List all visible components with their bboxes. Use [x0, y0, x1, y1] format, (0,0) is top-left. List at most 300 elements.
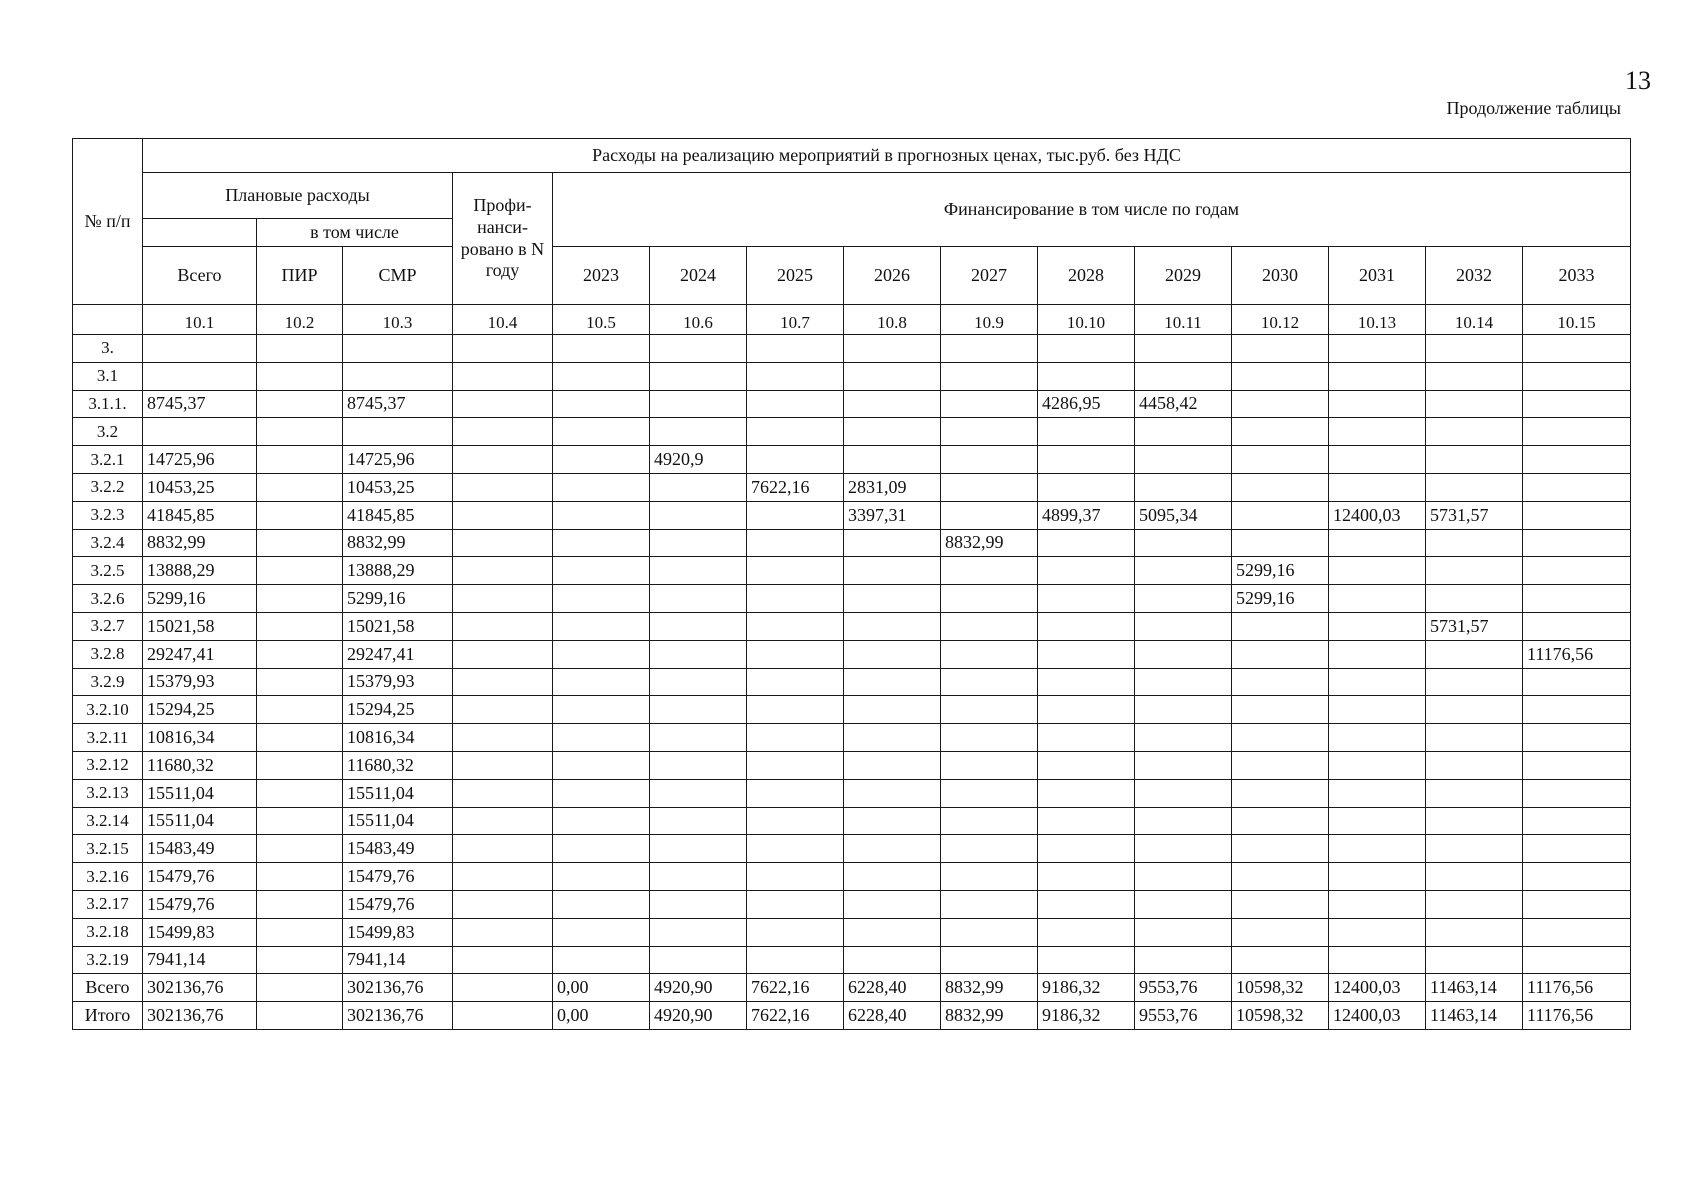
table-cell: 302136,76 [143, 1002, 257, 1030]
table-cell [453, 890, 553, 918]
table-cell [1038, 863, 1135, 891]
row-number-cell: 3.2.6 [73, 585, 143, 613]
table-cell [844, 335, 941, 363]
table-cell [553, 835, 650, 863]
table-cell: 4899,37 [1038, 501, 1135, 529]
table-cell [844, 918, 941, 946]
table-cell: 5731,57 [1426, 501, 1523, 529]
table-cell [747, 890, 844, 918]
table-cell [1038, 473, 1135, 501]
table-cell [1426, 446, 1523, 474]
table-cell [747, 335, 844, 363]
table-cell [747, 446, 844, 474]
table-cell [1329, 724, 1426, 752]
table-cell: 11680,32 [143, 751, 257, 779]
table-cell [1135, 612, 1232, 640]
table-cell [1135, 807, 1232, 835]
table-cell: 4920,90 [650, 1002, 747, 1030]
table-cell [844, 807, 941, 835]
table-cell [553, 529, 650, 557]
row-number-cell: 3.2.18 [73, 918, 143, 946]
header-year: 2025 [747, 247, 844, 305]
table-cell [1426, 529, 1523, 557]
table-cell [941, 918, 1038, 946]
table-cell [844, 724, 941, 752]
header-year: 2032 [1426, 247, 1523, 305]
table-cell [553, 863, 650, 891]
table-cell [1523, 751, 1631, 779]
table-cell [941, 890, 1038, 918]
table-cell: 8832,99 [941, 529, 1038, 557]
table-cell [1232, 362, 1329, 390]
table-cell: 11680,32 [343, 751, 453, 779]
table-cell [844, 418, 941, 446]
header-including: в том числе [257, 219, 453, 247]
table-cell: 5299,16 [1232, 585, 1329, 613]
table-cell [1523, 946, 1631, 974]
table-cell [747, 390, 844, 418]
table-cell [553, 946, 650, 974]
table-cell [453, 585, 553, 613]
table-cell: 5299,16 [1232, 557, 1329, 585]
table-cell [1038, 751, 1135, 779]
table-cell [1038, 724, 1135, 752]
table-cell: 13888,29 [143, 557, 257, 585]
table-cell [1135, 835, 1232, 863]
table-cell [143, 418, 257, 446]
table-cell [650, 863, 747, 891]
table-cell: 11176,56 [1523, 974, 1631, 1002]
table-cell [1523, 390, 1631, 418]
table-cell [747, 557, 844, 585]
table-cell [1135, 473, 1232, 501]
table-cell [257, 1002, 343, 1030]
table-cell: 12400,03 [1329, 974, 1426, 1002]
table-cell [747, 918, 844, 946]
table-cell [1523, 501, 1631, 529]
column-index-cell: 10.3 [343, 305, 453, 335]
column-index-cell: 10.13 [1329, 305, 1426, 335]
row-number-cell: 3.2.14 [73, 807, 143, 835]
table-cell [553, 724, 650, 752]
column-index-cell [73, 305, 143, 335]
table-cell [747, 585, 844, 613]
row-number-cell: 3.2.11 [73, 724, 143, 752]
table-cell [1329, 835, 1426, 863]
expense-table [72, 138, 1631, 1030]
table-cell [941, 779, 1038, 807]
table-cell [844, 390, 941, 418]
table-cell [553, 585, 650, 613]
table-cell [453, 1002, 553, 1030]
table-cell [453, 835, 553, 863]
table-cell [257, 418, 343, 446]
table-cell [257, 362, 343, 390]
table-cell [650, 835, 747, 863]
table-cell [553, 696, 650, 724]
table-cell [1523, 473, 1631, 501]
table-cell: 302136,76 [143, 974, 257, 1002]
column-index-cell: 10.4 [453, 305, 553, 335]
table-cell [453, 918, 553, 946]
table-cell [453, 418, 553, 446]
table-row [73, 779, 1631, 807]
table-cell: 12400,03 [1329, 501, 1426, 529]
table-row [73, 501, 1631, 529]
table-cell [257, 724, 343, 752]
table-cell [1426, 751, 1523, 779]
table-cell [453, 640, 553, 668]
table-cell [650, 946, 747, 974]
table-cell: 0,00 [553, 1002, 650, 1030]
table-cell [1523, 724, 1631, 752]
table-cell [1232, 835, 1329, 863]
table-cell [1523, 696, 1631, 724]
table-row [73, 612, 1631, 640]
table-cell [1038, 918, 1135, 946]
table-cell [1135, 890, 1232, 918]
table-cell [650, 585, 747, 613]
table-cell: 8745,37 [343, 390, 453, 418]
table-cell: 7622,16 [747, 974, 844, 1002]
table-cell: 6228,40 [844, 1002, 941, 1030]
table-cell [1426, 418, 1523, 446]
row-number-cell: Всего [73, 974, 143, 1002]
table-cell [941, 585, 1038, 613]
table-cell: 15294,25 [143, 696, 257, 724]
table-cell [1426, 807, 1523, 835]
table-cell [1232, 335, 1329, 363]
table-cell [1329, 446, 1426, 474]
table-cell [1135, 529, 1232, 557]
table-row [73, 473, 1631, 501]
table-cell [1038, 585, 1135, 613]
table-cell [257, 946, 343, 974]
table-cell [650, 612, 747, 640]
table-cell [1232, 918, 1329, 946]
table-cell [257, 835, 343, 863]
table-cell [1232, 529, 1329, 557]
table-cell [553, 362, 650, 390]
table-row [73, 529, 1631, 557]
table-cell [650, 335, 747, 363]
table-cell [650, 529, 747, 557]
header-prefinanced: Профи- нанси- ровано в N году [453, 173, 553, 305]
table-cell [553, 918, 650, 946]
column-index-cell: 10.1 [143, 305, 257, 335]
row-number-cell: 3.2.5 [73, 557, 143, 585]
table-cell [1426, 473, 1523, 501]
table-cell [453, 724, 553, 752]
column-index-cell: 10.10 [1038, 305, 1135, 335]
table-cell [343, 335, 453, 363]
page-number: 13 [1625, 66, 1651, 95]
table-cell: 15511,04 [143, 807, 257, 835]
table-cell [1135, 585, 1232, 613]
table-cell: 15511,04 [143, 779, 257, 807]
table-cell [1329, 418, 1426, 446]
table-cell [1523, 890, 1631, 918]
header-total: Всего [143, 247, 257, 305]
table-cell [1523, 585, 1631, 613]
row-number-cell: 3.1.1. [73, 390, 143, 418]
table-cell [453, 362, 553, 390]
table-cell [257, 668, 343, 696]
table-cell [1329, 807, 1426, 835]
table-cell [747, 863, 844, 891]
table-row [73, 890, 1631, 918]
table-cell [257, 390, 343, 418]
table-cell [1329, 335, 1426, 363]
table-cell [747, 779, 844, 807]
table-row [73, 807, 1631, 835]
table-cell [941, 946, 1038, 974]
table-cell [1038, 557, 1135, 585]
table-cell: 10453,25 [343, 473, 453, 501]
table-cell [453, 557, 553, 585]
table-cell: 14725,96 [143, 446, 257, 474]
table-cell: 15021,58 [343, 612, 453, 640]
table-cell [453, 946, 553, 974]
table-cell [1232, 418, 1329, 446]
table-cell [257, 696, 343, 724]
table-cell [650, 724, 747, 752]
row-number-cell: Итого [73, 1002, 143, 1030]
table-row [73, 640, 1631, 668]
table-cell: 15511,04 [343, 779, 453, 807]
table-cell [1426, 585, 1523, 613]
table-cell [941, 751, 1038, 779]
header-year: 2027 [941, 247, 1038, 305]
table-cell: 7941,14 [143, 946, 257, 974]
table-cell [553, 779, 650, 807]
table-cell [1038, 696, 1135, 724]
table-cell [650, 473, 747, 501]
table-cell [747, 807, 844, 835]
table-cell [1038, 612, 1135, 640]
table-cell [1329, 557, 1426, 585]
table-cell: 12400,03 [1329, 1002, 1426, 1030]
table-cell [553, 335, 650, 363]
table-cell [1232, 863, 1329, 891]
table-cell [453, 779, 553, 807]
table-cell: 5731,57 [1426, 612, 1523, 640]
table-cell [1329, 779, 1426, 807]
column-index-cell: 10.11 [1135, 305, 1232, 335]
table-cell [1329, 473, 1426, 501]
table-cell: 15479,76 [343, 863, 453, 891]
table-cell [1135, 418, 1232, 446]
table-cell: 8832,99 [941, 974, 1038, 1002]
table-cell [1523, 335, 1631, 363]
table-cell [257, 640, 343, 668]
table-cell [650, 751, 747, 779]
table-cell [1232, 612, 1329, 640]
table-cell [1038, 835, 1135, 863]
table-cell [844, 585, 941, 613]
table-cell [1329, 946, 1426, 974]
table-cell [1426, 835, 1523, 863]
table-cell [257, 529, 343, 557]
row-number-cell: 3.2.3 [73, 501, 143, 529]
header-blank [143, 219, 257, 247]
table-row [73, 696, 1631, 724]
table-cell: 6228,40 [844, 974, 941, 1002]
header-num: № п/п [73, 139, 143, 305]
table-cell [257, 779, 343, 807]
table-cell [1232, 501, 1329, 529]
table-cell [1038, 807, 1135, 835]
table-cell [1135, 863, 1232, 891]
table-cell [257, 890, 343, 918]
table-cell: 5299,16 [143, 585, 257, 613]
table-cell [1329, 890, 1426, 918]
table-cell: 15483,49 [343, 835, 453, 863]
column-index-cell: 10.14 [1426, 305, 1523, 335]
table-cell [650, 362, 747, 390]
table-cell [453, 390, 553, 418]
table-cell [1038, 946, 1135, 974]
table-cell [1135, 362, 1232, 390]
table-cell [1329, 390, 1426, 418]
table-cell [257, 807, 343, 835]
table-cell [1135, 918, 1232, 946]
table-cell [1426, 779, 1523, 807]
table-cell [257, 473, 343, 501]
table-cell [343, 418, 453, 446]
table-cell [941, 724, 1038, 752]
table-cell [553, 473, 650, 501]
table-cell [941, 473, 1038, 501]
table-cell [844, 835, 941, 863]
table-cell [453, 863, 553, 891]
table-cell [1232, 779, 1329, 807]
table-cell [1329, 863, 1426, 891]
table-cell: 10453,25 [143, 473, 257, 501]
table-cell [941, 612, 1038, 640]
table-cell [1426, 557, 1523, 585]
header-title: Расходы на реализацию мероприятий в прогнозных ценах, тыс.руб. без НДС [143, 139, 1631, 173]
table-cell [747, 529, 844, 557]
header-year: 2030 [1232, 247, 1329, 305]
table-cell: 15479,76 [143, 890, 257, 918]
table-cell: 9186,32 [1038, 974, 1135, 1002]
column-index-cell: 10.2 [257, 305, 343, 335]
table-cell: 8832,99 [143, 529, 257, 557]
table-cell: 9553,76 [1135, 974, 1232, 1002]
table-cell [1523, 529, 1631, 557]
table-cell [941, 335, 1038, 363]
table-cell [453, 446, 553, 474]
table-cell [650, 807, 747, 835]
table-cell [941, 501, 1038, 529]
table-cell [1426, 863, 1523, 891]
table-cell [844, 751, 941, 779]
table-cell [143, 362, 257, 390]
table-cell [1038, 640, 1135, 668]
table-cell [1523, 835, 1631, 863]
table-cell: 15479,76 [143, 863, 257, 891]
table-cell: 15511,04 [343, 807, 453, 835]
table-cell [553, 807, 650, 835]
table-cell: 10816,34 [143, 724, 257, 752]
table-cell [941, 807, 1038, 835]
table-cell [844, 640, 941, 668]
table-cell [941, 668, 1038, 696]
table-cell [1329, 640, 1426, 668]
table-cell [650, 890, 747, 918]
header-smr: СМР [343, 247, 453, 305]
table-cell: 11176,56 [1523, 1002, 1631, 1030]
table-cell: 15499,83 [343, 918, 453, 946]
table-cell [453, 473, 553, 501]
table-cell [1523, 362, 1631, 390]
header-year: 2024 [650, 247, 747, 305]
table-cell [941, 863, 1038, 891]
row-number-cell: 3.2.19 [73, 946, 143, 974]
table-cell [453, 696, 553, 724]
table-cell [1329, 612, 1426, 640]
table-cell [1426, 390, 1523, 418]
table-cell [1038, 779, 1135, 807]
table-cell [553, 501, 650, 529]
table-cell [650, 640, 747, 668]
table-body [73, 305, 1631, 1030]
table-cell [747, 362, 844, 390]
table-cell [1232, 446, 1329, 474]
table-cell [747, 501, 844, 529]
table-cell [1426, 946, 1523, 974]
table-cell: 15479,76 [343, 890, 453, 918]
table-cell [941, 640, 1038, 668]
table-row [73, 751, 1631, 779]
row-number-cell: 3.2.7 [73, 612, 143, 640]
row-number-cell: 3.2.10 [73, 696, 143, 724]
header-year: 2026 [844, 247, 941, 305]
table-cell [453, 335, 553, 363]
table-cell [553, 668, 650, 696]
table-cell [1523, 807, 1631, 835]
table-cell [1329, 585, 1426, 613]
table-cell: 4920,90 [650, 974, 747, 1002]
table-cell [650, 779, 747, 807]
row-number-cell: 3.2.16 [73, 863, 143, 891]
table-row [73, 835, 1631, 863]
table-row [73, 946, 1631, 974]
table-cell [650, 390, 747, 418]
table-cell: 8745,37 [143, 390, 257, 418]
table-cell [747, 724, 844, 752]
table-cell [257, 863, 343, 891]
table-cell: 15483,49 [143, 835, 257, 863]
table-cell: 8832,99 [941, 1002, 1038, 1030]
table-cell [747, 418, 844, 446]
table-cell: 10816,34 [343, 724, 453, 752]
table-cell [1135, 668, 1232, 696]
table-cell [1426, 918, 1523, 946]
table-cell: 41845,85 [343, 501, 453, 529]
table-cell: 2831,09 [844, 473, 941, 501]
table-cell: 14725,96 [343, 446, 453, 474]
table-cell [1135, 446, 1232, 474]
table-cell [747, 751, 844, 779]
table-cell [1329, 696, 1426, 724]
table-cell [941, 446, 1038, 474]
table-cell [1135, 696, 1232, 724]
header-year: 2028 [1038, 247, 1135, 305]
table-cell [1232, 751, 1329, 779]
column-index-cell: 10.7 [747, 305, 844, 335]
